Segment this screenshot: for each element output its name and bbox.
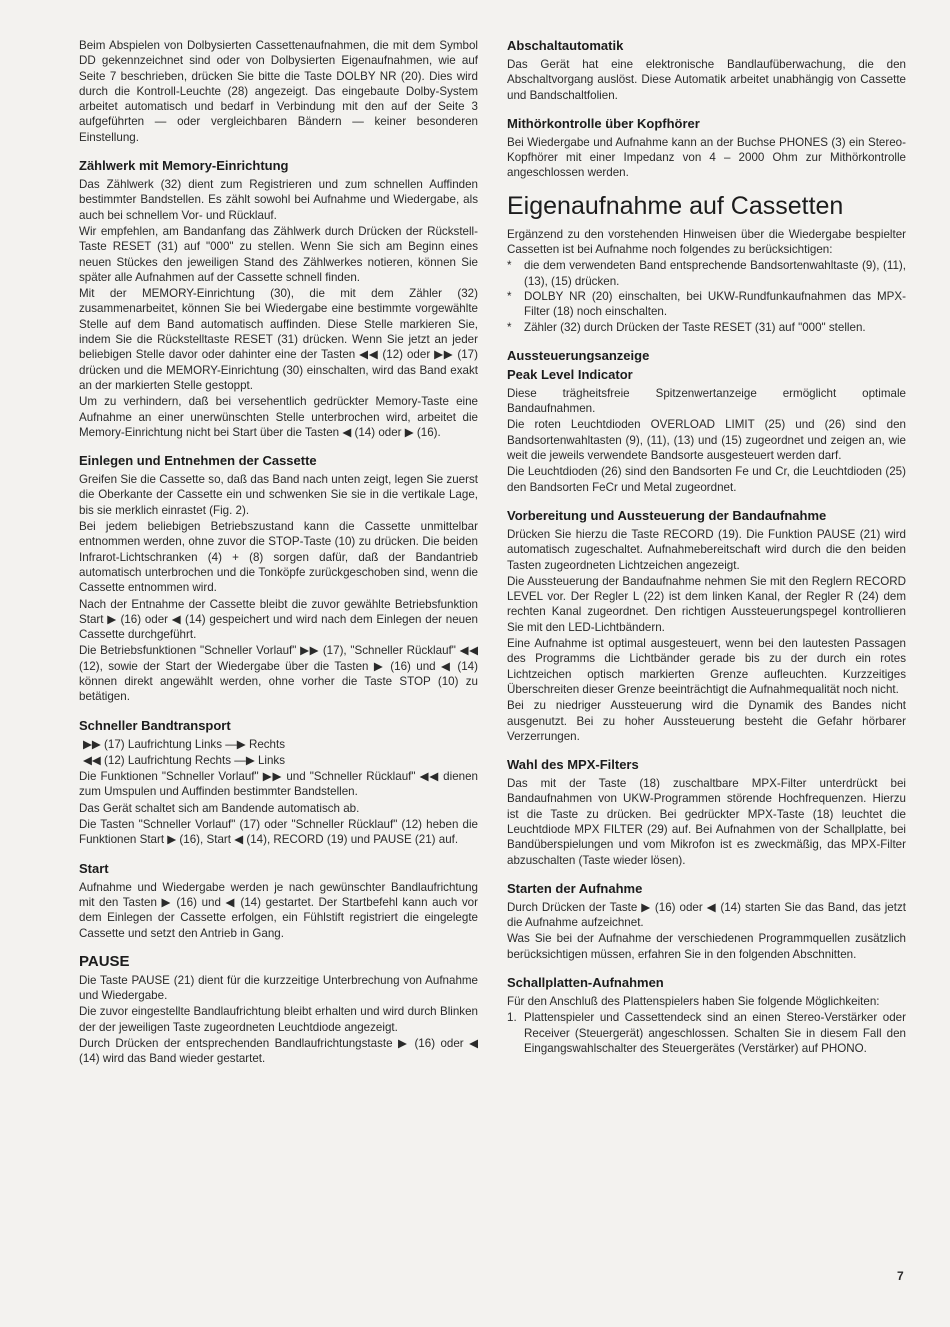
recording-prep-paragraph: Bei zu niedriger Aussteuerung wird die Dynamik des Bandes nicht ausgenutzt. Bei zu hoher Aussteuerung besteht die Gefahr hörbarer Verzerrungen.	[507, 699, 906, 743]
mpx-filter-paragraph: Das mit der Taste (18) zuschaltbare MPX-Filter unterdrückt bei Bandaufnahmen von UKW-Programmen störende Hochfrequenzen. Hierzu ist die Taste zu drücken. Bei gedrückter MPX-Taste (18) leuchtet die Leuchtdiode MPX FILTER (29) auf. Bei Aufnahmen von der Schallplatte, bei Bandüberspielungen und vom Mikrofon ist es zweckmäßig, das MPX-Filter abzuschalten (Taste wieder lösen).	[507, 777, 906, 867]
list-item: * Zähler (32) durch Drücken der Taste RESET (31) auf "000" stellen.	[507, 320, 866, 334]
level-meter-paragraph: Die roten Leuchtdioden OVERLOAD LIMIT (25) und (26) sind den Bandsortenwahltasten (9), (11), (13) und (15) zugeordnet und zeigen an, wie weit die jeweils verwendete Bandsorte ausgesteuert werden darf.	[507, 418, 906, 463]
insert-paragraph: Bei jedem beliebigen Betriebszustand kann die Cassette unmittelbar entnommen werden, ohne zuvor die STOP-Taste (10) zu drücken. Die beiden Infrarot-Lichtschranken (4) + (8) sorgen dafür, daß der Bandantrieb automatisch unterbrochen und die Tonköpfe zurückgeschoben sind, wenn die Cassette entnommen wird.	[79, 520, 478, 595]
insert-paragraph: Die Betriebsfunktionen "Schneller Vorlauf" ▶▶ (17), "Schneller Rücklauf" ◀◀ (12), sowie der Start der Wiedergabe über die Tasten ▶ (16) und ◀ (14) können direkt angewählt werden, ohne vorher die Taste STOP (10) zu betätigen.	[79, 644, 478, 704]
page-number: 7	[897, 1269, 904, 1283]
list-item: 1. Plattenspieler und Cassettendeck sind an einen Stereo-Verstärker oder Receiver (Steuergerät) angeschlossen. Schalten Sie in diesem Fall den Eingangswahlschalter des Steuergerätes (Verstärker) auf PHONO.	[507, 1011, 906, 1055]
recording-checklist	[507, 258, 906, 334]
insert-paragraph: Nach der Entnahme der Cassette bleibt die zuvor gewählte Betriebsfunktion Start ▶ (16) oder ◀ (14) gespeichert und wird nach dem Einlegen der neuen Cassette durchgeführt.	[79, 597, 478, 642]
counter-heading: Zählwerk mit Memory-Einrichtung	[79, 158, 289, 174]
list-item: * DOLBY NR (20) einschalten, bei UKW-Rundfunkaufnahmen das MPX-Filter (18) noch einschalten.	[507, 289, 906, 319]
counter-paragraph: Um zu verhindern, daß bei versehentlich gedrückter Memory-Taste eine Aufnahme an einer unerwünschten Stelle unterbrochen wird, arbeitet die Memory-Einrichtung nicht bei Start über die Tasten ◀ (14) oder ▶ (16).	[79, 395, 478, 439]
recording-section-title: Eigenaufnahme auf Cassetten	[507, 191, 844, 220]
recording-prep-paragraph: Die Aussteuerung der Bandaufnahme nehmen Sie mit den Reglern RECORD LEVEL vor. Der Regler L (22) ist dem linken Kanal, der Regler R (24) dem rechten Kanal zugeordnet. Den richtigen Aussteuerungspegel kontrollieren Sie mit den LED-Lichtbändern.	[507, 574, 906, 634]
counter-paragraph: Das Zählwerk (32) dient zum Registrieren und zum schnellen Auffinden bestimmter Bandstellen. Es zählt sowohl bei Aufnahme und Wiedergabe, als auch bei schnellem Vor- und Rücklauf.	[79, 178, 478, 222]
auto-stop-heading: Abschaltautomatik	[507, 38, 624, 53]
rewind-direction: ◀◀ (12) Laufrichtung Rechts —▶ Links	[83, 753, 286, 767]
start-recording-paragraph: Was Sie bei der Aufnahme der verschiedenen Programmquellen zusätzlich berücksichtigen müssen, erfahren Sie in den folgenden Abschnitten.	[507, 932, 906, 961]
fast-transport-paragraph: Die Tasten "Schneller Vorlauf" (17) oder "Schneller Rücklauf" (12) heben die Funktionen Start ▶ (16), Start ◀ (14), RECORD (19) und PAUSE (21) auf.	[79, 818, 478, 847]
recording-prep-paragraph: Drücken Sie hierzu die Taste RECORD (19). Die Funktion PAUSE (21) wird automatisch zugeschaltet. Aufnahmebereitschaft wird durch die den beiden Tasten zugeordneten Lichtzeichen angezeigt.	[507, 527, 906, 572]
level-meter-subheading: Peak Level Indicator	[507, 366, 633, 382]
insert-paragraph: Greifen Sie die Cassette so, daß das Band nach unten zeigt, legen Sie zuerst die Oberkante der Cassette ein und schwenken Sie sie in die vertikale Lage, bis sie merklich einrastet (Fig. 2).	[79, 473, 478, 517]
level-meter-paragraph: Die Leuchtdioden (26) sind den Bandsorten Fe und Cr, die Leuchtdioden (25) den Bandsorten FeCr und Metal zugeordnet.	[507, 465, 906, 494]
recording-prep-heading: Vorbereitung und Aussteuerung der Bandaufnahme	[507, 507, 827, 523]
bullet-icon: *	[507, 320, 512, 334]
pause-heading: PAUSE	[79, 952, 130, 970]
auto-stop-paragraph: Das Gerät hat eine elektronische Bandlaufüberwachung, die den Abschaltvorgang auslöst. Diese Automatik arbeitet unabhängig von Cassette und Bandschaltfolien.	[507, 58, 906, 102]
fast-transport-paragraph: Die Funktionen "Schneller Vorlauf" ▶▶ und "Schneller Rücklauf" ◀◀ dienen zum Umspulen und Auffinden bestimmter Bandstellen.	[79, 770, 478, 799]
fast-transport-heading: Schneller Bandtransport	[79, 717, 231, 733]
fast-transport-paragraph: Das Gerät schaltet sich am Bandende automatisch ab.	[79, 801, 360, 815]
pause-paragraph: Die zuvor eingestellte Bandlaufrichtung bleibt erhalten und wird durch Blinken der der jeweiligen Taste zugeordneten Leuchtdiode angezeigt.	[79, 1005, 478, 1034]
pause-paragraph: Die Taste PAUSE (21) dient für die kurzzeitige Unterbrechung von Aufnahme und Wiedergabe.	[79, 973, 478, 1003]
insert-cassette-heading: Einlegen und Entnehmen der Cassette	[79, 453, 317, 469]
right-column	[507, 38, 906, 1056]
headphone-monitor-heading: Mithörkontrolle über Kopfhörer	[507, 115, 700, 131]
start-recording-paragraph: Durch Drücken der Taste ▶ (16) oder ◀ (14) starten Sie das Band, das jetzt die Aufnahme aufzeichnet.	[507, 900, 906, 930]
left-column	[79, 38, 478, 1068]
start-heading: Start	[79, 860, 109, 876]
bullet-icon: *	[507, 289, 512, 303]
fast-forward-direction: ▶▶ (17) Laufrichtung Links —▶ Rechts	[83, 737, 286, 751]
level-meter-paragraph: Diese trägheitsfreie Spitzenwertanzeige ermöglicht optimale Bandaufnahmen.	[507, 386, 906, 416]
mpx-filter-heading: Wahl des MPX-Filters	[507, 757, 639, 773]
recording-prep-paragraph: Eine Aufnahme ist optimal ausgesteuert, wenn bei den lautesten Passagen des Programms die Lichtbänder gerade bis zu der durch ein rotes Lichtzeichen optisch markierten Grenze aufleuchten. Kurzzeitiges Überschreiten dieser Grenze beeinträchtigt die Aufnahmequalität noch nicht.	[507, 637, 906, 696]
headphone-monitor-paragraph: Bei Wiedergabe und Aufnahme kann an der Buchse PHONES (3) ein Stereo-Kopfhörer mit einer Impedanz von 4 – 2000 Ohm zur Mithörkontrolle angeschlossen werden.	[507, 135, 906, 180]
recording-intro: Ergänzend zu den vorstehenden Hinweisen über die Wiedergabe bespielter Cassetten ist bei Aufnahme noch folgendes zu berücksichtigen:	[507, 227, 906, 257]
record-player-options	[507, 1010, 906, 1056]
list-item: * die dem verwendeten Band entsprechende Bandsortenwahltaste (9), (11), (13), (15) drücken.	[507, 259, 906, 288]
pause-paragraph: Durch Drücken der entsprechenden Bandlaufrichtungstaste ▶ (16) oder ◀ (14) wird das Band wieder gestartet.	[79, 1037, 478, 1066]
dolby-intro-text: Beim Abspielen von Dolbysierten Cassettenaufnahmen, die mit dem Symbol DD gekennzeichnet sind oder von Dolbysierten Eigenaufnahmen, wie auf Seite 7 beschrieben, drücken Sie bitte die Taste DOLBY NR (20). Dies wird durch die Kontroll-Leuchte (28) angezeigt. Das eingebaute Dolby-System arbeitet automatisch und bedarf in Verbindung mit den auf der Seite 3 aufgeführten — oder vergleichbaren Bändern — keiner besonderen Einstellung.	[79, 39, 478, 144]
counter-paragraph: Wir empfehlen, am Bandanfang das Zählwerk durch Drücken der Rückstell-Taste RESET (31) auf "000" zu stellen. Wenn Sie sich am Beginn eines neuen Stückes den jeweiligen Stand des Zählwerkes notieren, können Sie später alle Aufnahmen auf der Cassette schnell finden.	[79, 224, 478, 284]
bullet-icon: *	[507, 259, 512, 273]
record-player-paragraph: Für den Anschluß des Plattenspielers haben Sie folgende Möglichkeiten:	[507, 995, 880, 1009]
start-recording-heading: Starten der Aufnahme	[507, 880, 643, 896]
record-player-heading: Schallplatten-Aufnahmen	[507, 975, 664, 991]
counter-paragraph: Mit der MEMORY-Einrichtung (30), die mit dem Zähler (32) zusammenarbeitet, können Sie bei Wiedergabe eine bestimmte vorgewählte Stelle auf dem Band automatisch auffinden. Diese Stelle markieren Sie, indem Sie die Rückstelltaste RESET (31) drücken. Wenn Sie jetzt an jeder beliebigen Stelle davor oder dahinter eine der Tasten ◀◀ (12) oder ▶▶ (17) drücken und die MEMORY-Einrichtung (30) einschalten, wird das Band exakt an der markierten Stelle gestoppt.	[79, 287, 478, 392]
start-paragraph: Aufnahme und Wiedergabe werden je nach gewünschter Bandlaufrichtung mit den Tasten ▶ (16) und ◀ (14) gestartet. Der Startbefehl kann auch vor dem Einlegen der Cassette erfolgen, ein Fühlstift registriert die eingelegte Cassette und setzt den Antrieb in Gang.	[79, 880, 478, 940]
level-meter-heading: Aussteuerungsanzeige	[507, 347, 650, 363]
